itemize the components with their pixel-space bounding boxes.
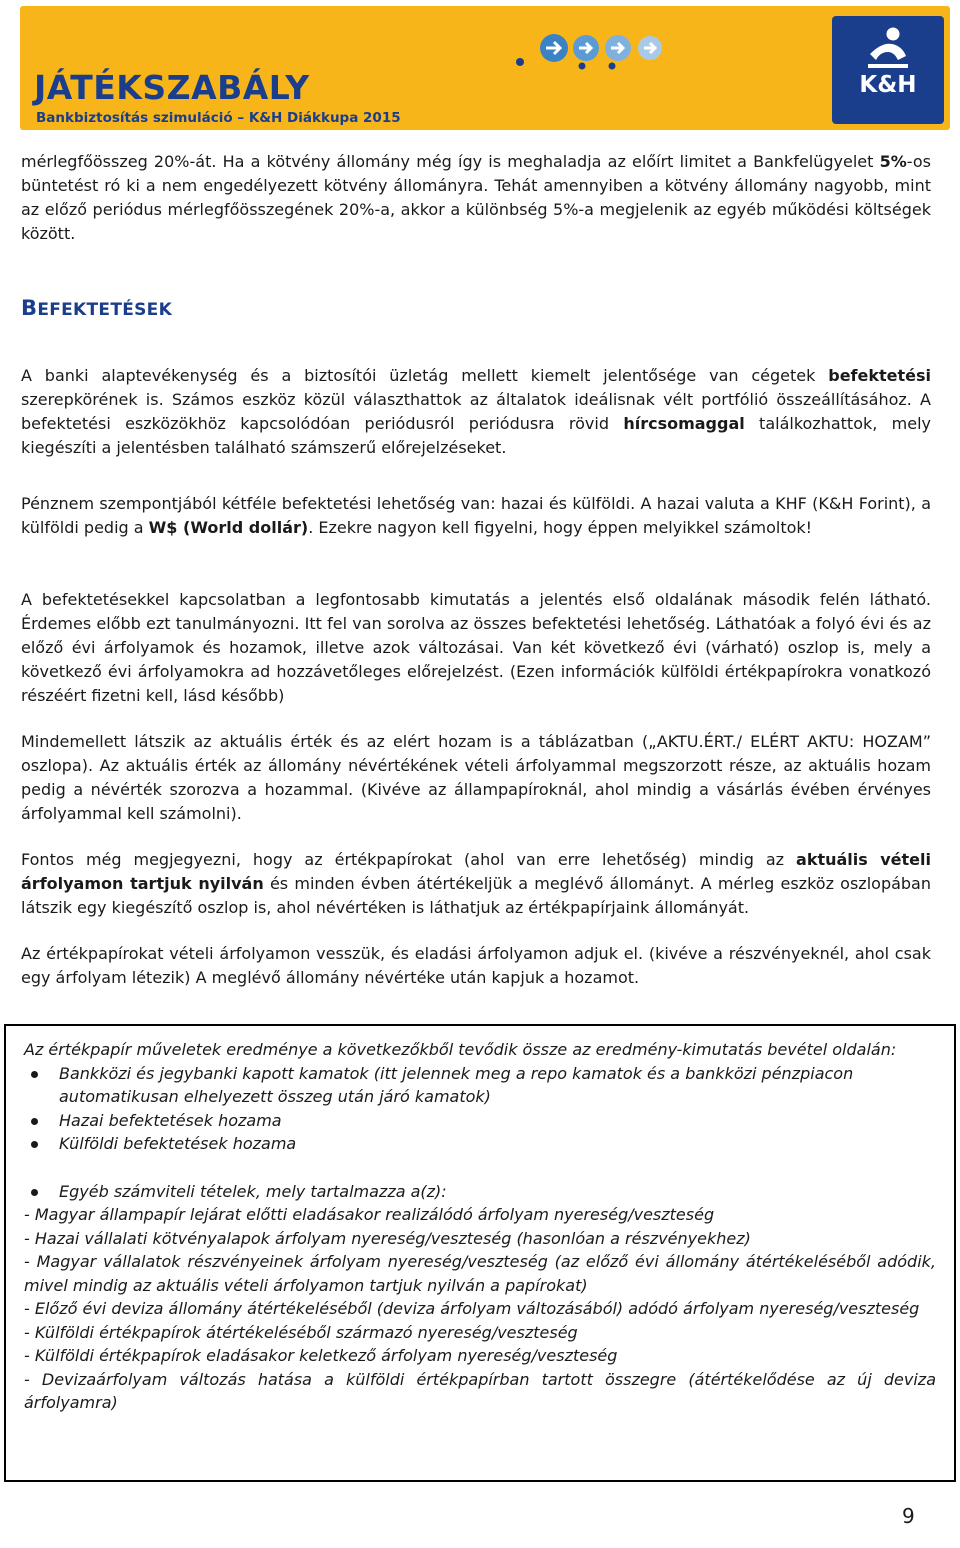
p1-bold-b: hírcsomaggal — [623, 414, 745, 433]
page-subtitle: Bankbiztosítás szimuláció – K&H Diákkupa 2015 — [36, 110, 401, 126]
dot-icon — [579, 63, 586, 70]
paragraph-1 — [21, 364, 931, 460]
paragraph-6: Az értékpapírokat vételi árfolyamon vesszük, és eladási árfolyamon adjuk el. (kivéve a részvényeknél, ahol csak egy árfolyam létezik) A meglévő állomány névértéke után kapjuk a hozamot. — [21, 944, 931, 987]
heading-rest: EFEKTETÉSEK — [37, 300, 173, 320]
list-item: Hazai befektetések hozama — [24, 1109, 936, 1133]
intro-paragraph — [21, 150, 931, 246]
summary-box-content — [24, 1038, 936, 1415]
dash-item: - Magyar vállalatok részvényeinek árfolyam nyereség/veszteség (az előző évi állomány átértékeléséből adódik, mivel mindig az aktuális vételi árfolyamon tartjuk nyilván a papírokat) — [24, 1252, 936, 1295]
kh-logo — [832, 16, 944, 124]
section-heading — [21, 296, 172, 320]
p2-bold: W$ (World dollár) — [148, 518, 309, 537]
page-title: JÁTÉKSZABÁLY — [34, 68, 310, 107]
dot-icon — [516, 58, 524, 66]
paragraph-3: A befektetésekkel kapcsolatban a legfontosabb kimutatás a jelentés első oldalának második felén látható. Érdemes előbb ezt tanulmányozni. Itt fel van sorolva az összes befektetési lehetőség. Láthatóak a folyó évi és az előző évi árfolyamok és hozamok, illetve azok változásai. Van két következő évi (várható) oszlop is, mely a következő évi árfolyamokra ad hozzávetőleges előrejelzést. (Ezen információk külföldi értékpapírokra vonatkozó részéért fizetni kell, lásd később) — [21, 590, 931, 705]
intro-text-rest: -os büntetést ró ki a nem engedélyezett kötvény állományra. Tehát amennyiben a kötvény állomány nagyobb, mint az előző periódus mérlegfőösszegének 20%-a, akkor a különbség 5%-a megjelenik az egyéb működési költségek között. — [21, 152, 931, 243]
paragraph-2 — [21, 492, 931, 540]
intro-text: mérlegfőösszeg 20%-át. Ha a kötvény állomány még így is meghaladja az előírt limitet a Bankfelügyelet — [21, 152, 874, 171]
header-banner — [20, 6, 950, 130]
list-item: Bankközi és jegybanki kapott kamatok (itt jelennek meg a repo kamatok és a bankközi pénzpiacon automatikusan elhelyezett összeg után járó kamatok) — [24, 1062, 936, 1109]
p1-text-a: A banki alaptevékenység és a biztosítói üzletág mellett kiemelt jelentősége van cégetek — [21, 366, 829, 385]
box-bullet-list — [24, 1062, 936, 1156]
box-bullet-other — [24, 1180, 936, 1204]
logo-text: K&H — [859, 72, 917, 98]
heading-initial: B — [21, 296, 38, 320]
dot-icon — [609, 63, 616, 70]
box-intro: Az értékpapír műveletek eredménye a következőkből tevődik össze az eredmény-kimutatás bevétel oldalán: — [24, 1040, 897, 1059]
p1-text-b: szerepkörének is. Számos eszköz közül választhattok az általatok ideálisnak vélt portfólió összeállításához. A befektetési eszközökhöz kapcsolódóan periódusról periódusra rövid — [21, 390, 931, 433]
list-item: Külföldi befektetések hozama — [24, 1132, 936, 1156]
p2-text-a: Pénznem szempontjából kétféle befektetési lehetőség van: hazai és külföldi. A hazai valuta a KHF (K&H Forint), a külföldi pedig a — [21, 494, 931, 537]
p1-bold-a: befektetési — [828, 366, 931, 385]
paragraph-5 — [21, 848, 931, 920]
dash-item: - Előző évi deviza állomány átértékeléséből (deviza árfolyam változásából) adódó árfolyam nyereség/veszteség — [24, 1299, 920, 1318]
p1-text-c: találkozhattok, mely kiegészíti a jelentésben található számszerű előrejelzéseket. — [21, 414, 931, 457]
dash-item: - Külföldi értékpapírok eladásakor keletkező árfolyam nyereség/veszteség — [24, 1346, 618, 1365]
summary-box — [4, 1024, 956, 1482]
p5-text-a: Fontos még megjegyezni, hogy az értékpapírokat (ahol van erre lehetőség) mindig az — [21, 850, 797, 869]
intro-bold: 5% — [879, 152, 907, 171]
list-item: Egyéb számviteli tételek, mely tartalmazza a(z): — [24, 1180, 936, 1204]
page-number: 9 — [902, 1504, 915, 1528]
p5-bold: aktuális vételi árfolyamon tartjuk nyilván — [21, 850, 931, 893]
paragraph-4: Mindemellett látszik az aktuális érték és az elért hozam is a táblázatban („AKTU.ÉRT./ ELÉRT AKTU: HOZAM” oszlopa). Az aktuális érték az állomány névértékének vételi árfolyammal megszorzott része, az aktuális hozam pedig a névérték szorozva a hozammal. (Kivéve az állampapíroknál, ahol mindig a vásárlás évében érvényes árfolyammal kell számolni). — [21, 732, 931, 823]
dash-item: - Magyar állampapír lejárat előtti eladásakor realizálódó árfolyam nyereség/veszteség — [24, 1205, 715, 1224]
p2-text-b: . Ezekre nagyon kell figyelni, hogy éppen melyikkel számoltok! — [308, 518, 813, 537]
dash-item: - Devizaárfolyam változás hatása a külföldi értékpapírban tartott összegre (átértékelődése az új deviza árfolyamra) — [24, 1369, 936, 1412]
dash-item: - Külföldi értékpapírok átértékeléséből származó nyereség/veszteség — [24, 1322, 578, 1342]
dash-item: - Hazai vállalati kötvényalapok árfolyam nyereség/veszteség (hasonlóan a részvényekhez) — [24, 1228, 751, 1248]
arrows-graphic — [512, 26, 712, 74]
p5-text-b: és minden évben átértékeljük a meglévő állományt. A mérleg eszköz oszlopában látszik egy kiegészítő oszlop is, ahol névértéken is láthatjuk az értékpapírjaink állományát. — [21, 874, 932, 917]
kh-logo-icon — [862, 26, 914, 72]
